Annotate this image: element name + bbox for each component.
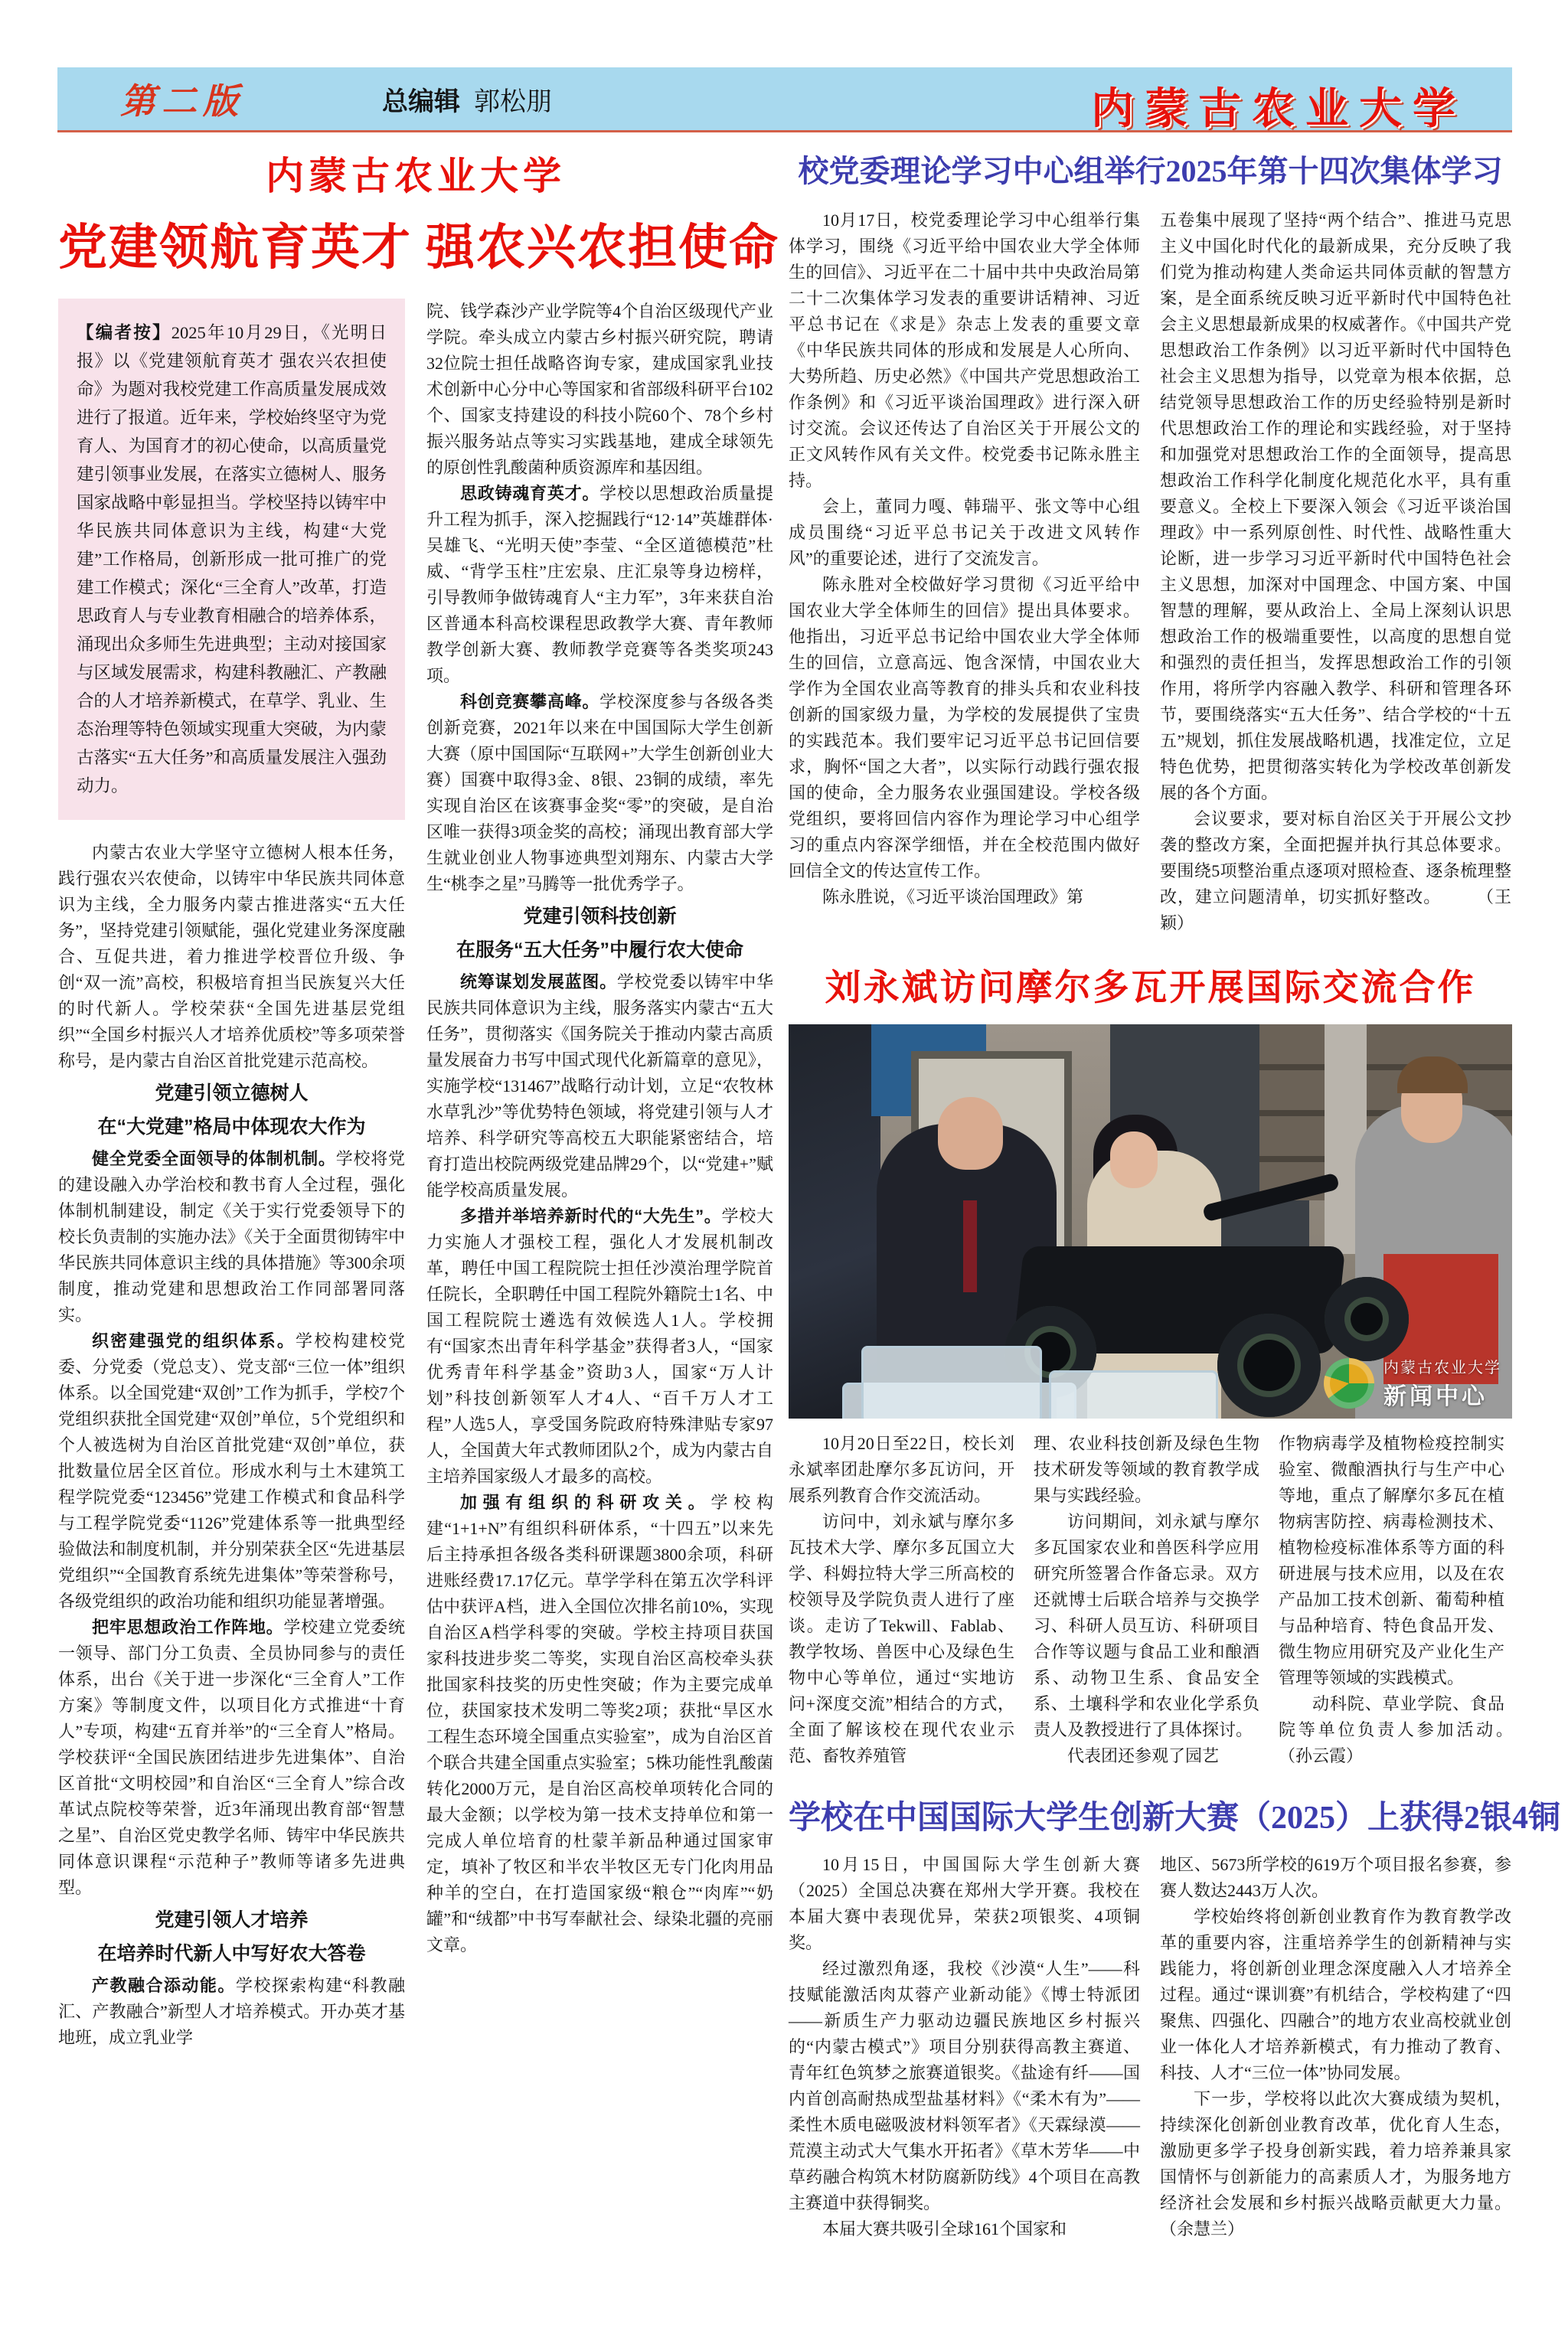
subhead: 在“大党建”格局中体现农大作为 (97, 1116, 366, 1138)
photo-plastic-box (861, 1346, 1042, 1419)
masthead-title: 内蒙古农业大学 (1091, 84, 1466, 132)
watermark-news-center: 新闻中心 (1383, 1384, 1488, 1409)
paragraph: 陈永胜说，《习近平谈治国理政》第 (822, 887, 1084, 906)
paragraph: 加强有组织的科研攻关。学校构建“1+1+N”有组织科研体系，“十四五”以来先后主持承担各级各类科研课题3800余项，科研进账经费17.17亿元。草学学科在第五次学科评估中获评A档，进入全国位次排名前10%，实现自治区A档学科零的突破。学校主持项目获国家科技进步奖二等奖，实现自治区高校牵头获批国家科技奖的历史性突破；作为主要完成单位，获国家技术发明二等奖2项；获批“旱区水工程生态环境全国重点实验室”，成为自治区首个联合共建全国重点实验室；5株功能性乳酸菌转化2000万元，是自治区高校单项转化合同的最大金额；以学校为第一技术支持单位和第一完成人单位培育的杜蒙羊新品种通过国家审定，填补了牧区和半农半牧区无专门化肉用品种羊的空白，在打造国家级“粮仓”“肉库”“奶罐”和“绒都”中书写奉献社会、绿染北疆的亮丽文章。 (426, 1493, 773, 1954)
lead-article-col1-text (58, 840, 405, 2051)
masthead-bar (57, 67, 1512, 132)
paragraph: 访问期间，刘永斌与摩尔多瓦国家农业和兽医科学应用研究所签署合作备忘录。双方还就博士后联合培养与交换学习、科研人员互访、科研项目合作等议题与食品工业和酿酒系、动物卫生系、食品安全系、土壤科学和农业化学系负责人及教授进行了具体探讨。 (1034, 1512, 1259, 1739)
paragraph: 地区、5673所学校的619万个项目报名参赛，参赛人数达2443万人次。 (1160, 1855, 1511, 1900)
paragraph: 代表团还参观了园艺 (1067, 1746, 1220, 1765)
paragraph: 10月17日，校党委理论学习中心组举行集体学习，围绕《习近平给中国农业大学全体师生的回信》、习近平在二十届中共中央政治局第二十二次集体学习发表的重要讲话精神、习近平总书记在《求是》杂志上发表的重要文章《中华民族共同体的形成和发展是人心所向、大势所趋、历史必然》《中国共产党思想政治工作条例》和《习近平谈治国理政》进行深入研讨交流。会议还传达了自治区关于开展公文的正文风转作风有关文件。校党委书记陈永胜主持。 (789, 211, 1140, 490)
photo-atv-wheel (1325, 1277, 1409, 1361)
study-article-col2 (1160, 207, 1511, 936)
paragraph: 10月15日，中国国际大学生创新大赛（2025）全国总决赛在郑州大学开赛。我校在本届大赛中表现优异，荣获2项银奖、4项铜奖。 (789, 1855, 1140, 1952)
paragraph: 会上，董同力嘎、韩瑞平、张文等中心组成员围绕“习近平总书记关于改进文风转作风”的重要论述，进行了交流发言。 (789, 497, 1140, 568)
paragraph: 内蒙古农业大学坚守立德树人根本任务，践行强农兴农使命，以铸牢中华民族共同体意识为主线，全力服务内蒙古推进落实“五大任务”，坚持党建引领赋能，强化党建业务深度融合、互促共进，着力推进学校晋位升级、争创“双一流”高校，积极培育担当民族复兴大任的时代新人。学校荣获“全国先进基层党组织”“全国乡村振兴人才培养优质校”等多项荣誉称号，是内蒙古自治区首批党建示范高校。 (58, 843, 405, 1070)
visit-article (789, 959, 1556, 1769)
editor-note-box (58, 299, 405, 820)
lead-article-title: 党建领航育英才 强农兴农担使命 (58, 220, 779, 275)
subhead: 党建引领立德树人 (155, 1082, 309, 1104)
paragraph: 思政铸魂育英才。学校以思想政治质量提升工程为抓手，深入挖掘践行“12·14”英雄群体·吴雄飞、“光明天使”李莹、“全区道德模范”杜威、“背学玉柱”庄宏泉、庄汇泉等身边榜样，引导教师争做铸魂育人“主力军”，3年来获自治区普通本科高校课程思政教学大赛、青年教师教学创新大赛、教师教学竞赛等各类奖项243项。 (426, 484, 773, 685)
subhead: 在培养时代新人中写好农大答卷 (97, 1943, 366, 1964)
award-article-col1 (789, 1852, 1140, 2242)
paragraph: 五卷集中展现了坚持“两个结合”、推进马克思主义中国化时代化的最新成果，充分反映了我们党为推动构建人类命运共同体贡献的智慧方案，是全面系统反映习近平新时代中国特色社会主义思想最新成果的权威著作。《中国共产党思想政治工作条例》以习近平新时代中国特色社会主义思想为指导，以党章为根本依据，总结党领导思想政治工作的历史经验特别是新时代思想政治工作的理论和实践经验，对于坚持和加强党对思想政治工作的全面领导，提高思想政治工作科学化制度化规范化水平，具有重要意义。全校上下要深入领会《习近平谈治国理政》中一系列原创性、时代性、战略性重大论断，进一步学习习近平新时代中国特色社会主义思想，加深对中国理念、中国方案、中国智慧的理解，要从政治上、全局上深刻认识思想政治工作的极端重要性，以高度的思想自觉和强烈的责任担当，发挥思想政治工作的引领作用，将所学内容融入教学、科研和管理各环节，要围绕落实“五大任务”、结合学校的“十五五”规划，抓住发展战略机遇，找准定位，立足特色优势，把贯彻落实转化为学校改革创新发展的各个方面。 (1160, 211, 1511, 802)
award-article-col2 (1160, 1852, 1511, 2242)
editor-credit (382, 80, 552, 118)
visit-article-col2 (1034, 1431, 1259, 1769)
editor-label: 总编辑 (382, 87, 460, 116)
photo-plastic-box (1049, 1370, 1218, 1419)
paragraph: 统筹谋划发展蓝图。学校党委以铸牢中华民族共同体意识为主线，服务落实内蒙古“五大任务”，贯彻落实《国务院关于推动内蒙古高质量发展奋力书写中国式现代化新篇章的意见》，实施学校“131467”战略行动计划，立足“农牧林水草乳沙”等优势特色领域，将党建引领与人才培养、科学研究等高校五大职能紧密结合，培育打造出校院两级党建品牌29个，以“党建+”赋能学校高质量发展。 (426, 972, 773, 1200)
news-photo (789, 1024, 1512, 1419)
paragraph: 本届大赛共吸引全球161个国家和 (822, 2219, 1067, 2238)
award-article (789, 1792, 1561, 2242)
paragraph: 产教融合添动能。学校探索构建“科教融汇、产教融合”新型人才培养模式。开办英才基地班，成立乳业学 (58, 1976, 405, 2047)
photo-atv-wheel (1217, 1314, 1321, 1417)
paragraph: 科创竞赛攀高峰。学校深度参与各级各类创新竞赛，2021年以来在中国国际大学生创新大赛（原中国国际“互联网+”大学生创新创业大赛）国赛中取得3金、8银、23铜的成绩，率先实现自治区在该赛事金奖“零”的突破，是自治区唯一获得3项金奖的高校；涌现出教育部大学生就业创业人物事迹典型刘翔东、内蒙古大学生“桃李之星”马腾等一批优秀学子。 (426, 692, 773, 893)
paragraph: 作物病毒学及植物检疫控制实验室、微酿酒执行与生产中心等地，重点了解摩尔多瓦在植物病害防控、病毒检测技术、植物检疫标准体系等方面的科研进展与技术应用，以及在农产品加工技术创新、葡萄种植与品种培育、特色食品开发、微生物应用研究及产业化生产管理等领域的实践模式。 (1279, 1434, 1504, 1687)
award-article-title: 学校在中国国际大学生创新大赛（2025）上获得2银4铜 (789, 1801, 1561, 1836)
paragraph: 10月20日至22日，校长刘永斌率团赴摩尔多瓦访问，开展系列教育合作交流活动。 (789, 1434, 1014, 1505)
subhead: 在服务“五大任务”中履行农大使命 (456, 939, 743, 961)
paragraph: 经过激烈角逐，我校《沙漠“人生”——科技赋能激活肉苁蓉产业新动能》《博士特派团——新质生产力驱动边疆民族地区乡村振兴的“内蒙古模式”》项目分别获得高教主赛道、青年红色筑梦之旅赛道银奖。《盐途有纤——国内首创高耐热成型盐基材料》《“柔木有为”——柔性木质电磁吸波材料领军者》《天霖绿漠——荒漠主动式大气集水开拓者》《草木芳华——中草药融合构筑木材防腐新防线》4个项目在高教主赛道中获得铜奖。 (789, 1959, 1140, 2212)
subhead: 党建引领人才培养 (155, 1909, 309, 1931)
lead-article-column-1 (58, 299, 405, 2051)
edition-label: 第二版 (120, 82, 244, 121)
paragraph: 把牢思想政治工作阵地。学校建立党委统一领导、部门分工负责、全员协同参与的责任体系，出台《关于进一步深化“三全育人”工作方案》等制度文件，以项目化方式推进“十育人”专项，构建“五育并举”的“三全育人”格局。学校获评“全国民族团结进步先进集体”、自治区首批“文明校园”和自治区“三全育人”综合改革试点院校等荣誉，近3年涌现出教育部“智慧之星”、自治区党史教学名师、铸牢中华民族共同体意识课程“示范种子”教师等诸多先进典型。 (58, 1618, 405, 1897)
lead-article (58, 145, 779, 2051)
lead-article-col2-text (426, 299, 773, 1958)
paragraph: 动科院、草业学院、食品院等单位负责人参加活动。 （孙云霞） (1279, 1694, 1556, 1765)
editor-note-text: 2025年10月29日，《光明日报》以《党建领航育英才 强农兴农担使命》为题对我校党建工作高质量发展成效进行了报道。近年来，学校始终坚守为党育人、为国育才的初心使命，以高质量党建引领事业发展，在落实立德树人、服务国家战略中彰显担当。学校坚持以铸牢中华民族共同体意识为主线，构建“大党建”工作格局，创新形成一批可推广的党建工作模式；深化“三全育人”改革，打造思政育人与专业教育相融合的培养体系，涌现出众多师生先进典型；主动对接国家与区域发展需求，构建科教融汇、产教融合的人才培养新模式，在草学、乳业、生态治理等特色领域实现重大突破，为内蒙古落实“五大任务”和高质量发展注入强劲动力。 (77, 323, 387, 795)
visit-article-title: 刘永斌访问摩尔多瓦开展国际交流合作 (825, 968, 1476, 1008)
editor-note-lead: 【编者按】 (77, 323, 172, 342)
paragraph: 学校始终将创新创业教育作为教育教学改革的重要内容，注重培养学生的创新精神与实践能力，将创新创业理念深度融入人才培养全过程。通过“课训赛”有机结合，学校构建了“四聚焦、四强化、四融合”的地方农业高校就业创业一体化人才培养新模式，有力推动了教育、科技、人才“三位一体”协同发展。 (1160, 1907, 1511, 2082)
paragraph: 访问中，刘永斌与摩尔多瓦技术大学、摩尔多瓦国立大学、科姆拉特大学三所高校的校领导及学院负责人进行了座谈。走访了Tekwill、Fablab、教学牧场、兽医中心及绿色生物中心等单位，通过“实地访问+深度交流”相结合的方式，全面了解该校在现代农业示范、畜牧养殖管 (789, 1512, 1014, 1765)
subhead: 党建引领科技创新 (523, 906, 677, 927)
lead-article-kicker: 内蒙古农业大学 (266, 155, 566, 198)
news-center-logo-icon (1324, 1358, 1374, 1409)
paragraph: 健全党委全面领导的体制机制。学校将党的建设融入办学治校和教书育人全过程，强化体制机制建设，制定《关于实行党委领导下的校长负责制的实施办法》《关于全面贯彻铸牢中华民族共同体意识主线的具体措施》等300余项制度，推动党建和思想政治工作同部署同落实。 (58, 1149, 405, 1324)
study-article-col1 (789, 207, 1140, 936)
photo-face-woman (1110, 1131, 1158, 1188)
paragraph: 理、农业科技创新及绿色生物技术研发等领域的教育教学成果与实践经验。 (1034, 1434, 1259, 1505)
visit-article-col3 (1279, 1431, 1556, 1769)
paragraph: 下一步，学校将以此次大赛成绩为契机，持续深化创新创业教育改革，优化育人生态，激励更多学子投身创新实践，着力培养兼具家国情怀与创新能力的高素质人才，为服务地方经济社会发展和乡村振兴战略贡献更大力量。（余慧兰） (1160, 2089, 1511, 2238)
watermark-university: 内蒙古农业大学 (1383, 1360, 1501, 1376)
photo-face-president (938, 1097, 1003, 1170)
photo-red-tie (963, 1200, 977, 1292)
paragraph: 院、钱学森沙产业学院等4个自治区级现代产业学院。牵头成立内蒙古乡村振兴研究院，聘请32位院士担任战略咨询专家，建成国家乳业技术创新中心分中心等国家和省部级科研平台102个、国家支持建设的科技小院60个、78个乡村振兴服务站点等实习实践基地，建成全球领先的原创性乳酸菌种质资源库和基因组。 (426, 302, 773, 477)
study-article (789, 147, 1512, 936)
right-section (789, 142, 1561, 2242)
visit-article-col1 (789, 1431, 1014, 1769)
paragraph: 会议要求，要对标自治区关于开展公文抄袭的整改方案，全面把握并执行其总体要求。要围绕5项整治重点逐项对照检查、逐条梳理整改，建立问题清单，切实抓好整改。 （王颖） (1160, 809, 1511, 932)
paragraph: 陈永胜对全校做好学习贯彻《习近平给中国农业大学全体师生的回信》提出具体要求。他指出，习近平总书记给中国农业大学全体师生的回信，立意高远、饱含深情，中国农业大学作为全国农业高等教育的排头兵和农业科技创新的国家级力量，为学校的发展提供了宝贵的实践范本。我们要牢记习近平总书记回信要求，胸怀“国之大者”，以实际行动践行强农报国的使命，全力服务农业强国建设。学校各级党组织，要将回信内容作为理论学习中心组学习的重点内容深学细悟，并在全校范围内做好回信全文的传达宣传工作。 (789, 575, 1140, 880)
study-article-title: 校党委理论学习中心组举行2025年第十四次集体学习 (798, 154, 1503, 188)
lead-article-column-2 (426, 299, 773, 2051)
paragraph: 织密建强党的组织体系。学校构建校党委、分党委（党总支）、党支部“三位一体”组织体系。以全国党建“双创”工作为抓手，学校7个党组织获批全国党建“双创”单位，5个党组织和个人被选树为自治区首批党建“双创”单位，获批数量位居全区首位。形成水利与土木建筑工程学院党委“123456”党建工作模式和食品科学与工程学院党委“1126”党建体系等一批典型经验做法和制度机制，并分别荣获全区“先进基层党组织”“全国教育系统先进集体”等荣誉称号，各级党组织的政治功能和组织功能显著增强。 (58, 1331, 405, 1611)
paragraph: 多措并举培养新时代的“大先生”。学校大力实施人才强校工程，强化人才发展机制改革，聘任中国工程院院士担任沙漠治理学院首任院长，全职聘任中国工程院外籍院士1名、中国工程院院士遴选有效候选人1人。学校拥有“国家杰出青年科学基金”获得者3人，“国家优秀青年科学基金”资助3人，国家“万人计划”科技创新领军人才4人、“百千万人才工程”人选5人，享受国务院政府特殊津贴专家97人，全国黄大年式教师团队2个，成为内蒙古自主培养国家级人才最多的高校。 (426, 1207, 773, 1486)
photo-watermark (1324, 1355, 1501, 1411)
editor-name: 郭松朋 (474, 87, 552, 116)
